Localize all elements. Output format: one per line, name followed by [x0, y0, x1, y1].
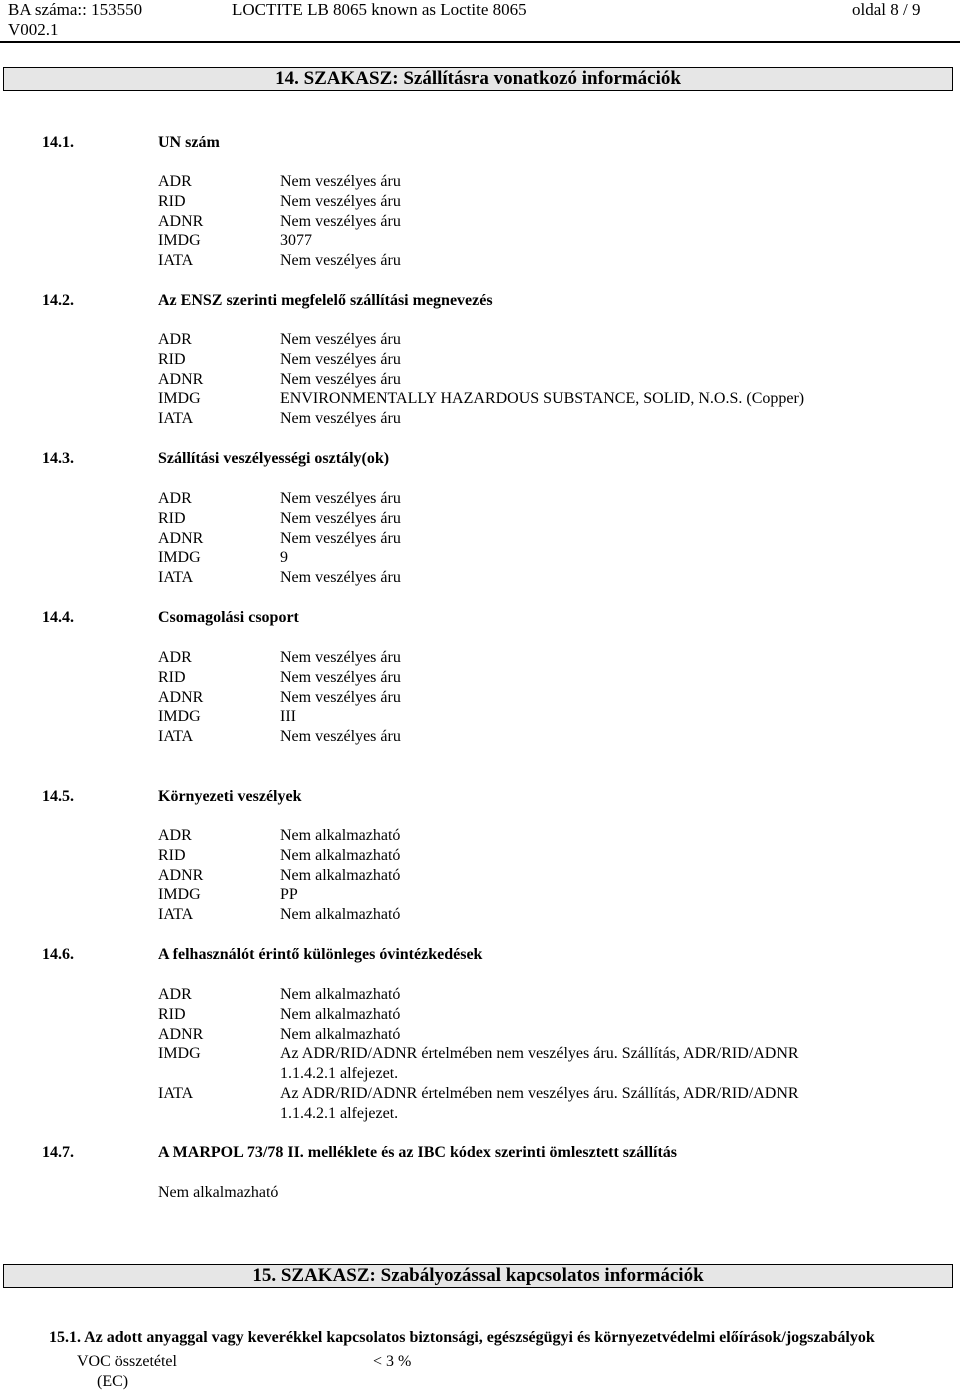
mode-label: ADR [158, 490, 192, 507]
mode-label: ADR [158, 986, 192, 1003]
mode-value-continued: 1.1.4.2.1 alfejezet. [280, 1065, 399, 1083]
mode-value: 3077 [280, 232, 312, 250]
product-name: LOCTITE LB 8065 known as Loctite 8065 [232, 0, 527, 19]
mode-value: Nem veszélyes áru [280, 410, 401, 428]
mode-value: Nem alkalmazható [280, 1025, 401, 1043]
subsection-title: A felhasználót érintő különleges óvintézkedések [158, 946, 483, 963]
subsection-title: Szállítási veszélyességi osztály(ok) [158, 450, 390, 467]
mode-value-continued: 1.1.4.2.1 alfejezet. [280, 1104, 399, 1122]
subsection-number: 14.1. [42, 134, 74, 151]
mode-value: Nem alkalmazható [280, 827, 401, 844]
subsection-title: Az ENSZ szerinti megfelelő szállítási megnevezés [158, 292, 493, 309]
mode-value: Nem veszélyes áru [280, 569, 401, 587]
mode-value: 9 [280, 549, 288, 567]
mode-label: ADNR [158, 212, 204, 230]
mode-value: Nem veszélyes áru [280, 252, 401, 270]
mode-value: Nem veszélyes áru [280, 649, 401, 666]
subsection-title: A MARPOL 73/78 II. melléklete és az IBC kódex szerinti ömlesztett szállítás [158, 1144, 678, 1161]
mode-label: RID [158, 509, 186, 527]
subsection-title: Környezeti veszélyek [158, 788, 302, 805]
mode-label: IATA [158, 1085, 194, 1102]
subsection-number: 14.6. [42, 946, 74, 963]
mode-label: IMDG [158, 886, 201, 904]
mode-label: RID [158, 668, 186, 686]
subsection-number: 14.5. [42, 788, 74, 805]
mode-value: Nem veszélyes áru [280, 509, 401, 527]
subsection-title: Csomagolási csoport [158, 609, 299, 626]
mode-value: Az ADR/RID/ADNR értelmében nem veszélyes áru. Szállítás, ADR/RID/ADNR [280, 1085, 799, 1102]
mode-label: IMDG [158, 549, 201, 567]
mode-label: ADR [158, 649, 192, 666]
mode-value: Nem veszélyes áru [280, 490, 401, 507]
mode-value: Nem veszélyes áru [280, 173, 401, 190]
mode-value: Nem alkalmazható [280, 846, 401, 864]
header-divider [0, 41, 960, 43]
mode-label: IATA [158, 410, 194, 428]
voc-label-ec: (EC) [97, 1373, 129, 1390]
mode-value: Nem alkalmazható [280, 906, 401, 924]
mode-value: Nem alkalmazható [280, 1005, 401, 1023]
page-number: oldal 8 / 9 [852, 0, 921, 19]
mode-label: RID [158, 350, 186, 368]
mode-label: ADNR [158, 688, 204, 706]
mode-label: IMDG [158, 1045, 201, 1063]
mode-label: ADNR [158, 370, 204, 388]
mode-label: IATA [158, 728, 194, 746]
mode-label: IATA [158, 906, 194, 924]
doc-version: V002.1 [8, 20, 59, 39]
subsection-number: 14.4. [42, 609, 74, 626]
voc-value: < 3 % [373, 1353, 412, 1370]
mode-label: ADNR [158, 1025, 204, 1043]
mode-label: ADR [158, 331, 192, 348]
mode-label: RID [158, 846, 186, 864]
subsection-title: UN szám [158, 134, 220, 151]
subsection-number: 14.7. [42, 1144, 74, 1161]
doc-number: BA száma:: 153550 [8, 0, 143, 19]
mode-label: RID [158, 1005, 186, 1023]
mode-value: Nem veszélyes áru [280, 529, 401, 547]
mode-value: III [280, 708, 296, 726]
subsection-number: 14.3. [42, 450, 74, 467]
mode-label: ADNR [158, 529, 204, 547]
mode-value: Nem veszélyes áru [280, 192, 401, 210]
section-15-1-title: 15.1. Az adott anyaggal vagy keverékkel kapcsolatos biztonsági, egészségügyi és környezetvédelmi előírások/jogszabályok [49, 1329, 875, 1346]
section-14-title: 14. SZAKASZ: Szállításra vonatkozó információk [3, 67, 953, 91]
mode-label: IMDG [158, 390, 201, 408]
mode-value: Nem veszélyes áru [280, 688, 401, 706]
mode-label: IATA [158, 569, 194, 587]
mode-label: IATA [158, 252, 194, 270]
mode-label: IMDG [158, 232, 201, 250]
mode-value: Nem veszélyes áru [280, 728, 401, 746]
mode-label: ADR [158, 173, 192, 190]
mode-value: PP [280, 886, 298, 904]
subsection-text: Nem alkalmazható [158, 1184, 279, 1201]
mode-label: ADR [158, 827, 192, 844]
mode-value: ENVIRONMENTALLY HAZARDOUS SUBSTANCE, SOLID, N.O.S. (Copper) [280, 390, 805, 408]
mode-value: Nem veszélyes áru [280, 212, 401, 230]
mode-value: Nem veszélyes áru [280, 331, 401, 348]
mode-value: Nem veszélyes áru [280, 370, 401, 388]
mode-label: IMDG [158, 708, 201, 726]
mode-value: Nem veszélyes áru [280, 668, 401, 686]
mode-value: Nem alkalmazható [280, 986, 401, 1003]
section-15-title: 15. SZAKASZ: Szabályozással kapcsolatos információk [3, 1264, 953, 1288]
mode-value: Nem veszélyes áru [280, 350, 401, 368]
mode-label: RID [158, 192, 186, 210]
mode-value: Nem alkalmazható [280, 866, 401, 884]
mode-label: ADNR [158, 866, 204, 884]
voc-label: VOC összetétel [77, 1353, 177, 1370]
mode-value: Az ADR/RID/ADNR értelmében nem veszélyes áru. Szállítás, ADR/RID/ADNR [280, 1045, 799, 1063]
subsection-number: 14.2. [42, 292, 74, 309]
